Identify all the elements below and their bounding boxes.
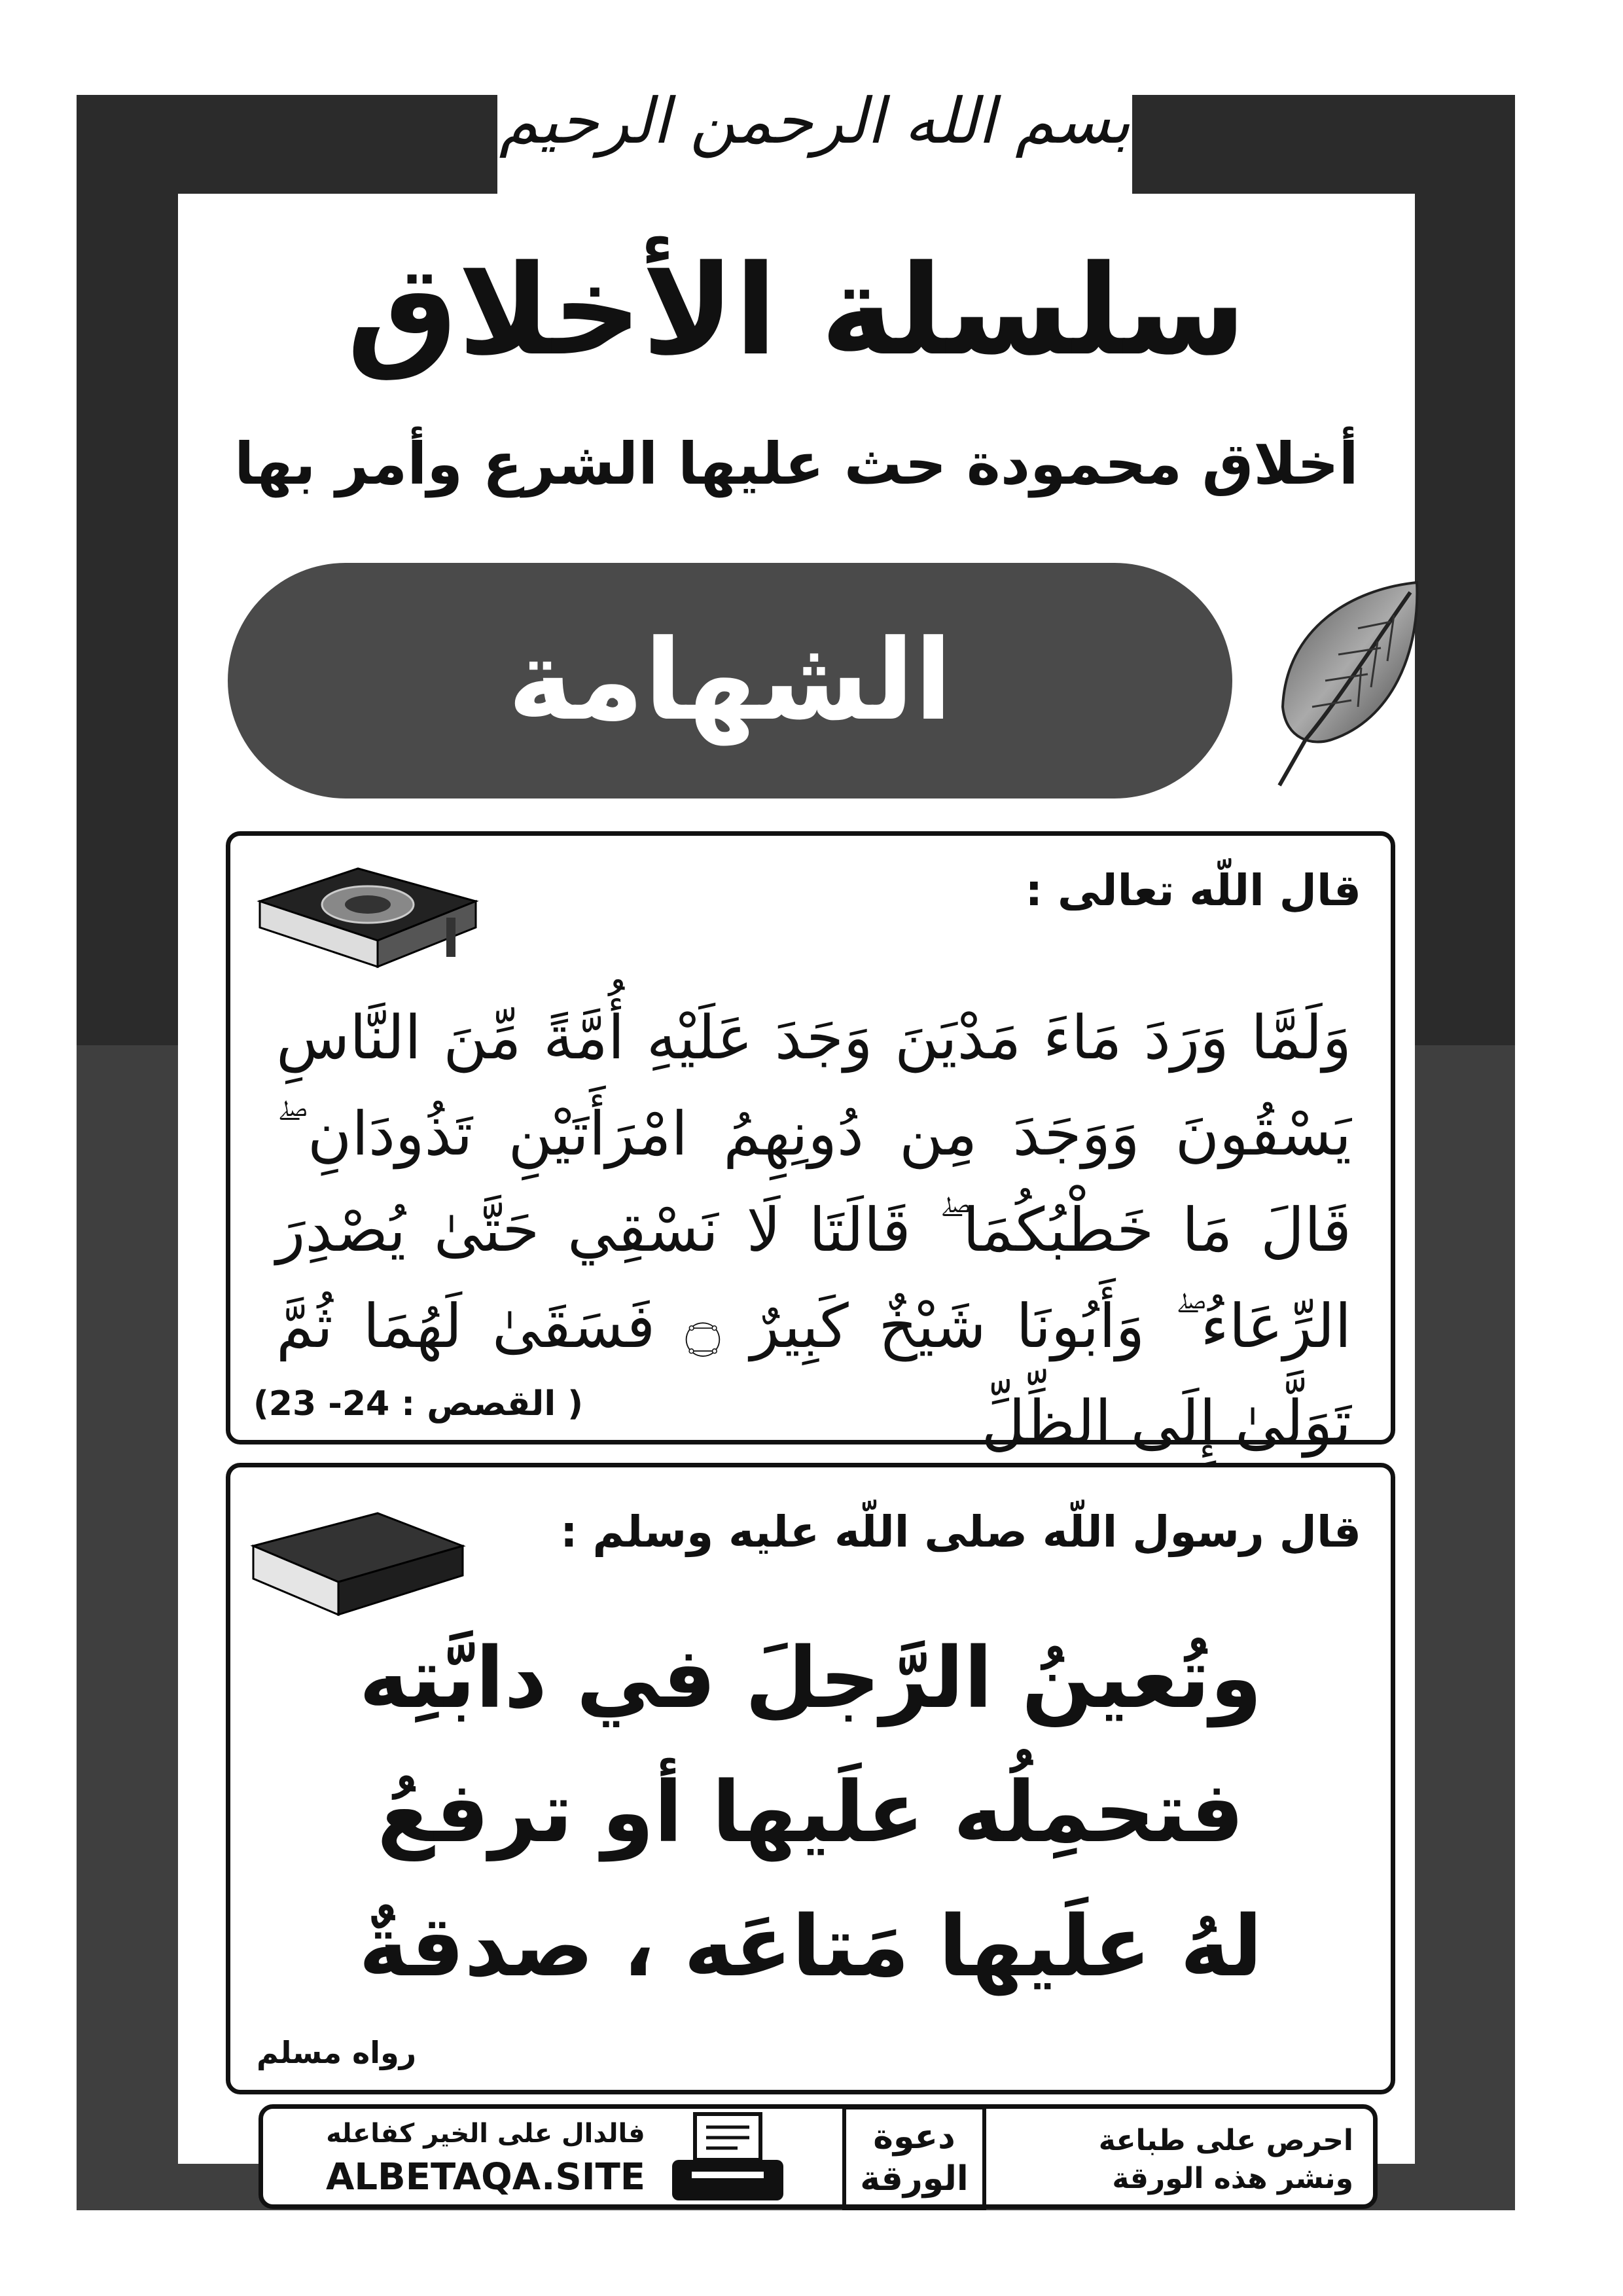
footer-line-print: احرص على طباعة	[1098, 2124, 1353, 2157]
quran-verse-text: وَلَمَّا وَرَدَ مَاءَ مَدْيَنَ وَجَدَ عَلَيْهِ أُمَّةً مِّنَ النَّاسِ يَسْقُونَ وَوَجَدَ مِن دُونِهِمُ امْرَأَتَيْنِ تَذُودَانِ ۖ قَالَ مَا خَطْبُكُمَا ۖ قَالَتَا لَا نَسْقِي حَتَّىٰ يُصْدِرَ الرِّعَاءُ ۖ وَأَبُونَا شَيْخٌ كَبِيرٌ ۝ فَسَقَىٰ لَهُمَا ثُمَّ تَوَلَّىٰ إِلَى الظِّلِّ	[276, 1003, 1351, 1458]
logo-line: دعوة	[873, 2117, 955, 2157]
dawa-waraqa-logo	[842, 2106, 986, 2210]
footer-website-link[interactable]: ALBETAQA.SITE	[325, 2156, 646, 2198]
hadith-line: وتُعينُ الرَّجلَ في دابَّتِه	[359, 1630, 1262, 1727]
hadith-text	[283, 1611, 1338, 2014]
basmala-calligraphy: بسم الله الرحمن الرحيم	[499, 84, 1131, 158]
footer-line-share: ونشر هذه الورقة	[1112, 2162, 1353, 2195]
page-title: سلسلة الأخلاق	[346, 238, 1247, 383]
printer-icon	[666, 2109, 790, 2207]
closed-book-icon	[247, 1507, 469, 1618]
topic-label: الشهامة	[507, 616, 953, 745]
hadith-narrator: رواه مسلم	[257, 2035, 417, 2070]
hadith-line: فتحمِلُه علَيها أو ترفعُ	[377, 1764, 1244, 1861]
footer-proverb: فالدال على الخير كفاعله	[326, 2119, 645, 2149]
footer-bar	[259, 2104, 1378, 2209]
hadith-line: لهُ علَيها مَتاعَه ، صدقةٌ	[359, 1898, 1262, 1996]
quran-heading: قال اللّه تعالى :	[1025, 865, 1361, 916]
leaf-icon	[1260, 576, 1423, 792]
page-subtitle: أخلاق محمودة حث عليها الشرع وأمر بها	[234, 430, 1359, 497]
topic-banner	[228, 563, 1232, 798]
hadith-box	[226, 1463, 1395, 2094]
footer-call-to-action	[1052, 2122, 1353, 2198]
quran-verse-box	[226, 831, 1395, 1458]
verse-reference: ( القصص : 24- 23)	[253, 1384, 584, 1424]
hadith-heading: قال رسول اللّه صلى اللّه عليه وسلم :	[560, 1507, 1361, 1557]
quran-book-icon	[247, 855, 489, 980]
logo-line: الورقة	[860, 2159, 969, 2198]
